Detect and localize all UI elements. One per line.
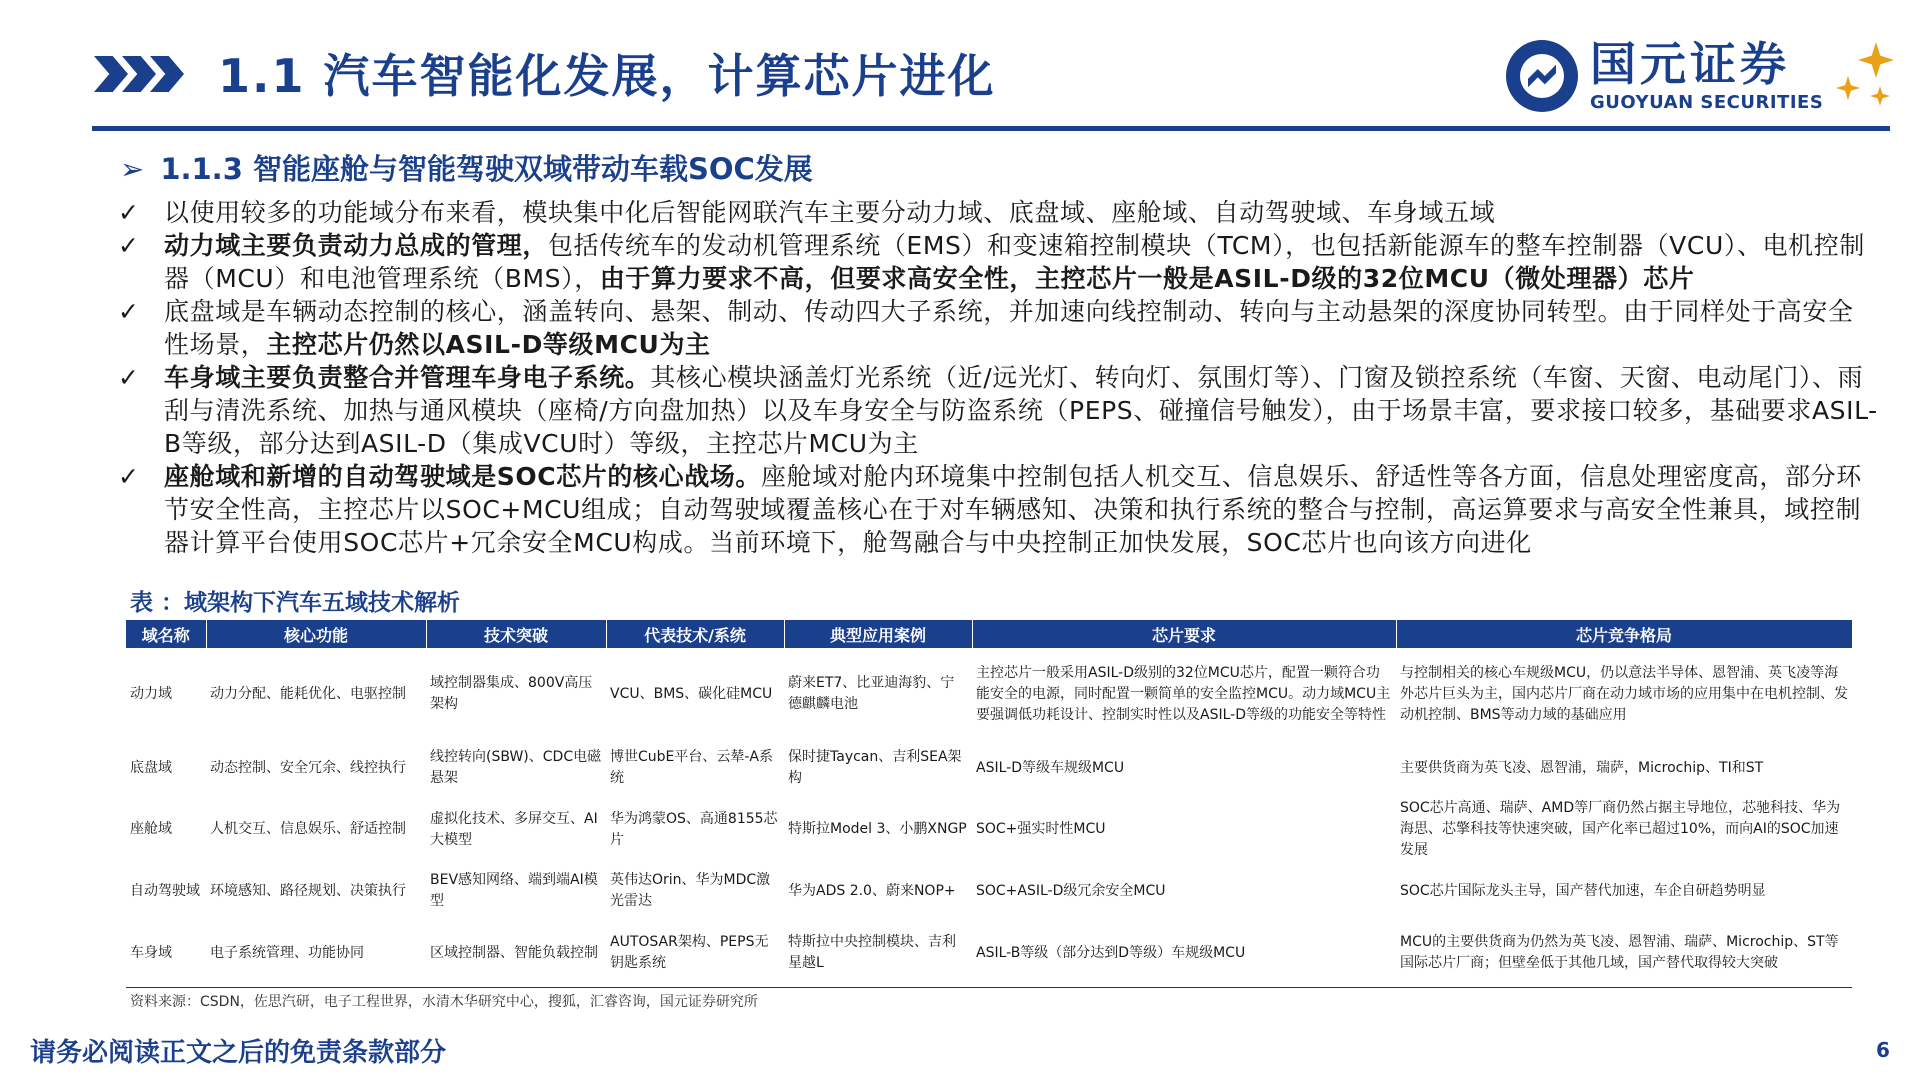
table-row	[126, 919, 1852, 988]
column-header: 典型应用案例	[784, 620, 972, 648]
table-cell: MCU的主要供货商为仍然为英飞凌、恩智浦、瑞萨、Microchip、ST等国际芯片厂商；但壁垒低于其他几域，国产替代取得较大突破	[1396, 919, 1852, 988]
column-header: 芯片竞争格局	[1396, 620, 1852, 648]
table-cell: SOC芯片高通、瑞萨、AMD等厂商仍然占据主导地位，芯驰科技、华为海思、芯擎科技等快速突破，国产化率已超过10%，而向AI的SOC加速发展	[1400, 800, 1841, 858]
table-cell: 人机交互、信息娱乐、舒适控制	[210, 821, 406, 837]
table-cell: 线控转向(SBW)、CDC电磁悬架	[430, 749, 602, 786]
table-cell: ASIL-D等级车规级MCU	[976, 759, 1125, 776]
table-cell: 车身域	[126, 919, 206, 988]
bullet-text	[164, 196, 1495, 229]
checkmark-icon: ✓	[118, 231, 139, 260]
column-header: 域名称	[126, 620, 206, 648]
source-note: 资料来源：CSDN，佐思汽研，电子工程世界，水清木华研究中心，搜狐，汇睿咨询，国元证券研究所	[130, 994, 758, 1010]
checkmark-icon: ✓	[118, 462, 139, 491]
table-cell: SOC+ASIL-D级冗余安全MCU	[976, 882, 1166, 899]
table-cell: 动力域	[130, 685, 172, 702]
table-cell: 电子系统管理、功能协同	[206, 919, 426, 988]
star-icon	[1832, 42, 1896, 114]
bullet-text	[164, 229, 1878, 295]
column-header: 代表技术/系统	[606, 620, 784, 648]
bullet-bold-tail: 主控芯片仍然以ASIL-D等级MCU为主	[266, 330, 711, 359]
table-cell: SOC芯片国际龙头主导，国产替代加速，车企自研趋势明显	[1400, 882, 1766, 899]
bullet-text-body: 底盘域是车辆动态控制的核心，涵盖转向、悬架、制动、传动四大子系统，并加速向线控制动、转向与主动悬架的深度协同转型。由于同样处于高安全性场景，	[164, 297, 1854, 359]
disclaimer-notice: 请务必阅读正文之后的免责条款部分	[30, 1038, 447, 1068]
table-caption: 表 ：域架构下汽车五域技术解析	[130, 590, 461, 616]
table-cell: 保时捷Taycan、吉利SEA架构	[788, 749, 962, 786]
bullet-item	[118, 196, 1878, 229]
table-row	[126, 863, 1852, 919]
bullet-text-body: 包括传统车的发动机管理系统（EMS）和变速箱控制模块（TCM），也包括新能源车的整车控制器（VCU）、电机控制器（MCU）和电池管理系统（BMS），	[164, 231, 1865, 293]
checkmark-icon: ✓	[118, 198, 139, 227]
table-cell: 座舱域	[130, 821, 172, 837]
bullet-bold-lead: 动力域主要负责动力总成的管理，	[164, 231, 549, 260]
table-cell: 区域控制器、智能负载控制	[426, 919, 606, 988]
table-cell: 华为鸿蒙OS、高通8155芯片	[610, 810, 778, 848]
bullet-item	[118, 295, 1878, 361]
table-cell: 虚拟化技术、多屏交互、AI大模型	[430, 810, 598, 848]
table-cell: 主控芯片一般采用ASIL-D级别的32位MCU芯片，配置一颗符合功能安全的电源，同时配置一颗简单的安全监控MCU。动力域MCU主要强调低功耗设计、控制实时性以及ASIL-D等级的功能安全等特性	[976, 664, 1391, 723]
table-cell: 动态控制、安全冗余、线控执行	[210, 759, 406, 776]
section-heading-text: 1.1.3 智能座舱与智能驾驶双域带动车载SOC发展	[160, 152, 813, 186]
table-cell: BEV感知网络、端到端AI模型	[430, 872, 598, 909]
table-cell: 动力分配、能耗优化、电驱控制	[210, 685, 406, 702]
company-logo	[1506, 38, 1896, 118]
bullet-item	[118, 361, 1878, 460]
table-cell: 域控制器集成、800V高压架构	[430, 675, 593, 712]
table-cell: 主要供货商为英飞凌、恩智浦，瑞萨，Microchip、TI和ST	[1400, 759, 1764, 776]
section-heading	[120, 150, 813, 188]
table-cell: 自动驾驶域	[130, 882, 200, 899]
table-row	[126, 648, 1852, 740]
arrow-bullet-icon: ➢	[120, 152, 145, 186]
column-header: 芯片要求	[972, 620, 1396, 648]
bullet-list	[118, 196, 1878, 559]
table-cell: AUTOSAR架构、PEPS无钥匙系统	[606, 919, 784, 988]
table-cell: VCU、BMS、碳化硅MCU	[610, 685, 773, 702]
logo-english-name: GUOYUAN SECURITIES	[1590, 92, 1824, 113]
bullet-text	[164, 295, 1878, 361]
table-cell: 英伟达Orin、华为MDC激光雷达	[610, 872, 771, 909]
table-cell: 博世CubE平台、云辇-A系统	[610, 749, 774, 786]
bullet-text-body: 其核心模块涵盖灯光系统（近/远光灯、转向灯、氛围灯等）、门窗及锁控系统（车窗、天窗、电动尾门）、雨刮与清洗系统、加热与通风模块（座椅/方向盘加热）以及车身安全与防盗系统（PEPS、碰撞信号触发），由于场景丰富，要求接口较多，基础要求ASIL-B等级，部分达到ASIL-D（集成VCU时）等级，主控芯片MCU为主	[164, 363, 1878, 458]
page-number: 6	[1876, 1038, 1890, 1062]
bullet-text	[164, 361, 1878, 460]
table-cell: ASIL-B等级（部分达到D等级）车规级MCU	[972, 919, 1396, 988]
bullet-bold-lead: 座舱域和新增的自动驾驶域是SOC芯片的核心战场。	[164, 462, 762, 491]
table-cell: 特斯拉Model 3、小鹏XNGP	[788, 821, 967, 837]
table-cell: 底盘域	[130, 759, 172, 776]
bullet-item	[118, 460, 1878, 559]
table-header-row	[126, 620, 1852, 648]
table-cell: 与控制相关的核心车规级MCU，仍以意法半导体、恩智浦、英飞凌等海外芯片巨头为主，国内芯片厂商在动力域市场的应用集中在电机控制、发动机控制、BMS等动力域的基础应用	[1400, 664, 1848, 723]
domain-table	[126, 620, 1853, 988]
logo-name: 国元证券	[1590, 37, 1790, 91]
table-cell: 蔚来ET7、比亚迪海豹、宁德麒麟电池	[788, 675, 955, 712]
bullet-item	[118, 229, 1878, 295]
table-cell: 特斯拉中央控制模块、吉利星越L	[784, 919, 972, 988]
chevron-arrows-icon	[94, 56, 178, 92]
column-header: 技术突破	[426, 620, 606, 648]
table-row	[126, 740, 1852, 796]
bullet-text-body: 以使用较多的功能域分布来看，模块集中化后智能网联汽车主要分动力域、底盘域、座舱域、自动驾驶域、车身域五域	[164, 198, 1496, 227]
bullet-bold-tail: 由于算力要求不高，但要求高安全性，主控芯片一般是ASIL-D级的32位MCU（微处理器）芯片	[599, 264, 1695, 293]
table-cell: SOC+强实时性MCU	[976, 821, 1106, 837]
header-divider	[92, 126, 1890, 131]
table-row	[126, 796, 1852, 863]
table-cell: 华为ADS 2.0、蔚来NOP+	[788, 882, 956, 899]
table-cell: 环境感知、路径规划、决策执行	[210, 882, 406, 899]
column-header: 核心功能	[206, 620, 426, 648]
bullet-text	[164, 460, 1878, 559]
checkmark-icon: ✓	[118, 363, 139, 392]
guoyuan-logo-icon	[1506, 40, 1578, 112]
page-title: 1.1 汽车智能化发展，计算芯片进化	[218, 49, 996, 103]
bullet-text-body: 座舱域对舱内环境集中控制包括人机交互、信息娱乐、舒适性等各方面，信息处理密度高，部分环节安全性高，主控芯片以SOC+MCU组成；自动驾驶域覆盖核心在于对车辆感知、决策和执行系统的整合与控制，高运算要求与高安全性兼具，域控制器计算平台使用SOC芯片+冗余安全MCU构成。当前环境下，舱驾融合与中央控制正加快发展，SOC芯片也向该方向进化	[164, 462, 1862, 557]
bullet-bold-lead: 车身域主要负责整合并管理车身电子系统。	[164, 363, 651, 392]
checkmark-icon: ✓	[118, 297, 139, 326]
